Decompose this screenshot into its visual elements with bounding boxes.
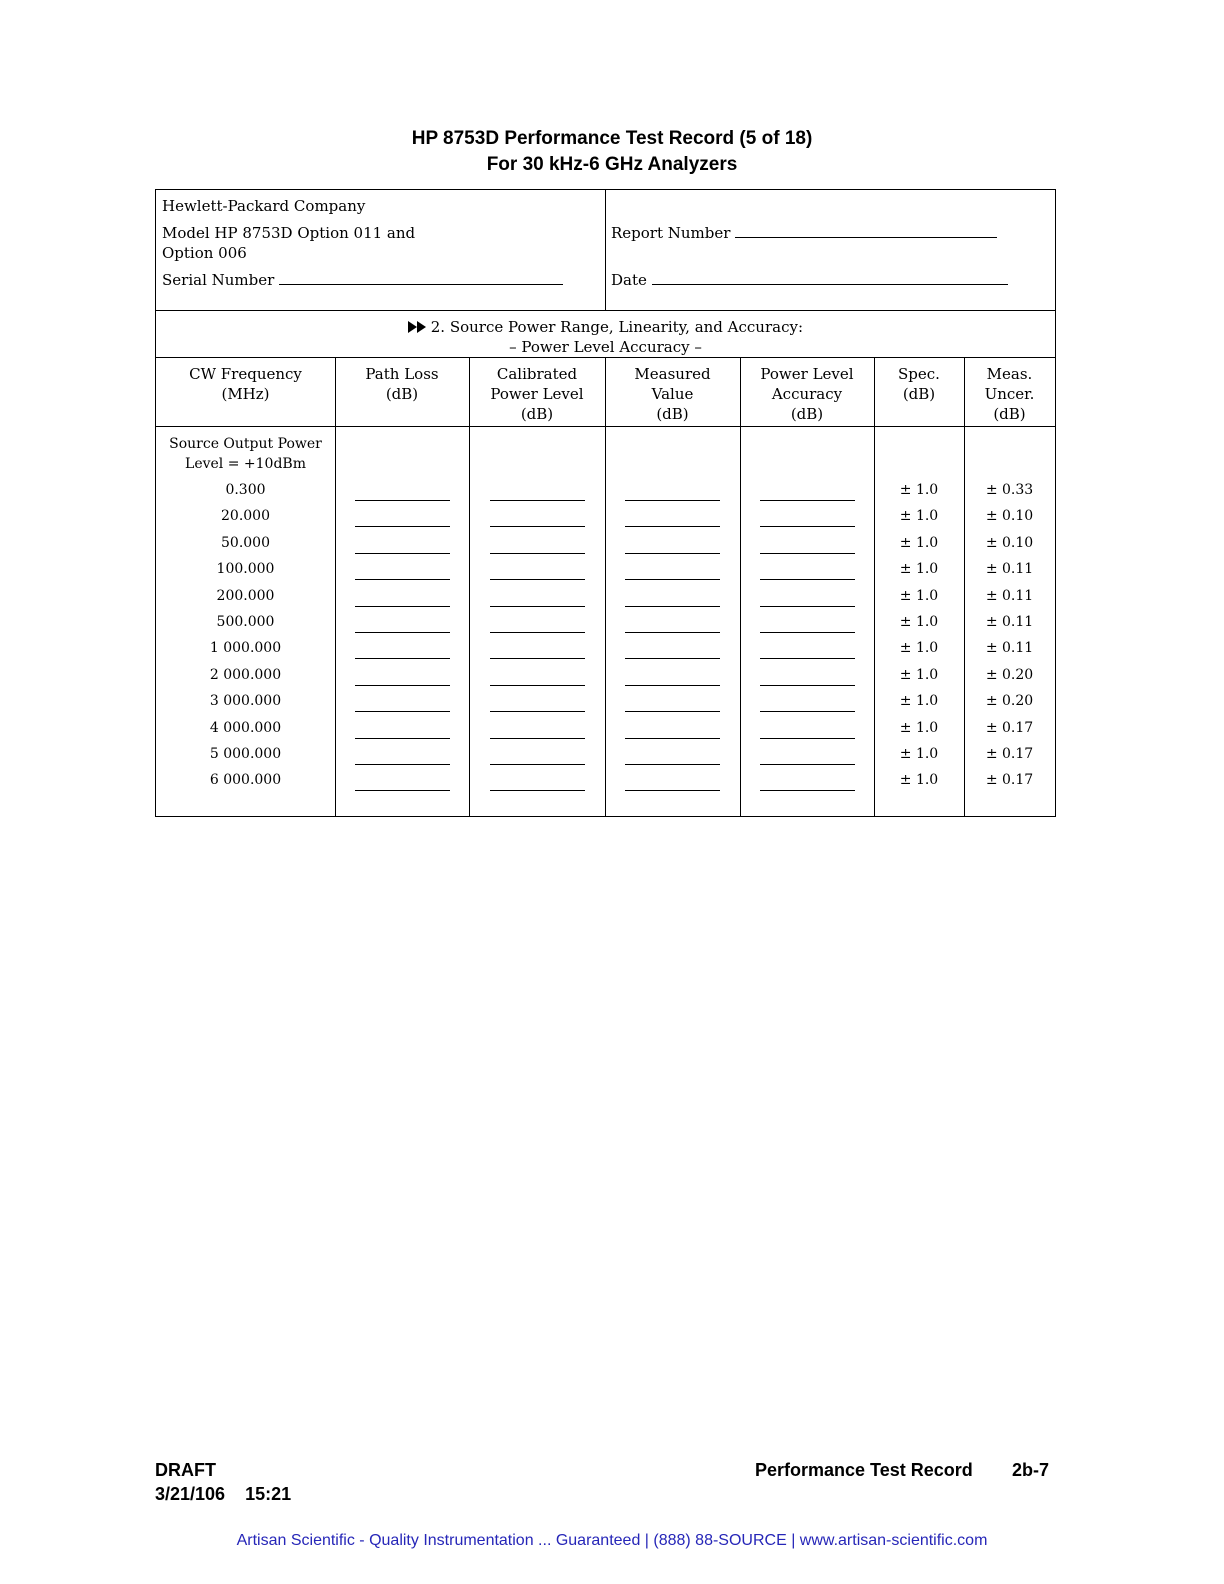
row-spec: ± 1.0 xyxy=(899,719,939,736)
serial-number-label: Serial Number xyxy=(162,271,275,289)
path-loss-blank[interactable] xyxy=(355,685,450,686)
path-loss-blank[interactable] xyxy=(355,553,450,554)
group-label: Source Output Power Level = +10dBm xyxy=(169,436,322,472)
path-loss-blank[interactable] xyxy=(355,500,450,501)
footer-datetime: 3/21/106 15:21 xyxy=(155,1484,292,1504)
row-spec: ± 1.0 xyxy=(899,746,939,762)
measured-value-blank[interactable] xyxy=(625,764,720,765)
document-title xyxy=(0,126,1224,178)
artisan-banner[interactable]: Artisan Scientific - Quality Instrumentation ... Guaranteed | (888) 88-SOURCE | www.artisan-scientific.com xyxy=(236,1532,988,1549)
footer-page-number: 2b-7 xyxy=(1012,1460,1050,1480)
col-header-measured-value: Measured Value (dB) xyxy=(634,365,711,423)
path-loss-blank[interactable] xyxy=(355,606,450,607)
row-uncertainty: ± 0.33 xyxy=(985,482,1034,498)
measured-value-blank[interactable] xyxy=(625,606,720,607)
calibrated-power-blank[interactable] xyxy=(490,658,585,659)
row-spec: ± 1.0 xyxy=(899,534,939,551)
row-spec: ± 1.0 xyxy=(899,772,939,789)
measured-value-blank[interactable] xyxy=(625,526,720,527)
row-uncertainty: ± 0.11 xyxy=(985,561,1034,578)
title-line-1: HP 8753D Performance Test Record (5 of 18) xyxy=(411,128,813,149)
path-loss-blank[interactable] xyxy=(355,526,450,527)
path-loss-blank[interactable] xyxy=(355,738,450,739)
header-bottom-rule xyxy=(156,310,1055,311)
footer-draft: DRAFT xyxy=(155,1460,216,1480)
section-title-line-1: 2. Source Power Range, Linearity, and Accuracy: xyxy=(156,317,1055,337)
serial-number-blank[interactable] xyxy=(279,284,563,285)
calibrated-power-blank[interactable] xyxy=(490,500,585,501)
report-number-blank[interactable] xyxy=(735,237,997,238)
power-accuracy-blank[interactable] xyxy=(760,606,855,607)
row-uncertainty: ± 0.17 xyxy=(985,719,1034,736)
row-frequency: 3 000.000 xyxy=(209,693,282,710)
row-spec: ± 1.0 xyxy=(899,693,939,710)
row-frequency: 50.000 xyxy=(221,534,270,551)
test-record-form xyxy=(155,189,1056,817)
calibrated-power-blank[interactable] xyxy=(490,579,585,580)
footer-section-title: Performance Test Record xyxy=(755,1460,973,1480)
row-uncertainty: ± 0.11 xyxy=(985,614,1034,630)
row-spec: ± 1.0 xyxy=(899,508,939,525)
col-header-path-loss: Path Loss (dB) xyxy=(365,365,439,403)
report-number-field[interactable] xyxy=(611,223,997,243)
section-title-line-2: – Power Level Accuracy – xyxy=(509,338,702,356)
row-spec: ± 1.0 xyxy=(899,666,939,683)
power-accuracy-blank[interactable] xyxy=(760,738,855,739)
calibrated-power-blank[interactable] xyxy=(490,606,585,607)
double-arrow-icon xyxy=(408,318,426,336)
row-spec: ± 1.0 xyxy=(899,482,939,498)
row-uncertainty: ± 0.11 xyxy=(985,640,1034,657)
row-frequency: 100.000 xyxy=(216,561,275,578)
serial-number-field[interactable] xyxy=(162,270,563,290)
power-accuracy-blank[interactable] xyxy=(760,526,855,527)
model-line-2: Option 006 xyxy=(162,244,247,262)
row-frequency: 2 000.000 xyxy=(209,666,282,683)
row-frequency: 6 000.000 xyxy=(209,772,282,789)
measured-value-blank[interactable] xyxy=(625,711,720,712)
row-frequency: 500.000 xyxy=(216,614,275,630)
row-spec: ± 1.0 xyxy=(899,587,939,604)
measured-value-blank[interactable] xyxy=(625,738,720,739)
company-name: Hewlett-Packard Company xyxy=(162,197,366,215)
calibrated-power-blank[interactable] xyxy=(490,632,585,633)
power-accuracy-blank[interactable] xyxy=(760,579,855,580)
col-header-power-level-accuracy: Power Level Accuracy (dB) xyxy=(760,365,854,423)
path-loss-blank[interactable] xyxy=(355,579,450,580)
path-loss-blank[interactable] xyxy=(355,632,450,633)
row-frequency: 4 000.000 xyxy=(209,719,282,736)
row-frequency: 20.000 xyxy=(221,508,270,525)
col-header-cw-frequency: CW Frequency (MHz) xyxy=(189,365,302,403)
row-spec: ± 1.0 xyxy=(899,614,939,630)
report-number-label: Report Number xyxy=(611,224,731,242)
header-divider xyxy=(605,190,606,310)
path-loss-blank[interactable] xyxy=(355,764,450,765)
power-accuracy-blank[interactable] xyxy=(760,632,855,633)
measured-value-blank[interactable] xyxy=(625,658,720,659)
power-accuracy-blank[interactable] xyxy=(760,711,855,712)
row-spec: ± 1.0 xyxy=(899,640,939,657)
calibrated-power-blank[interactable] xyxy=(490,764,585,765)
path-loss-blank[interactable] xyxy=(355,658,450,659)
row-frequency: 0.300 xyxy=(225,482,266,498)
calibrated-power-blank[interactable] xyxy=(490,738,585,739)
row-uncertainty: ± 0.17 xyxy=(985,772,1034,789)
row-uncertainty: ± 0.10 xyxy=(985,534,1034,551)
date-blank[interactable] xyxy=(652,284,1008,285)
col-header-spec: Spec. (dB) xyxy=(898,365,940,403)
row-uncertainty: ± 0.10 xyxy=(985,508,1034,525)
measured-value-blank[interactable] xyxy=(625,790,720,791)
power-accuracy-blank[interactable] xyxy=(760,658,855,659)
row-frequency: 200.000 xyxy=(216,587,275,604)
calibrated-power-blank[interactable] xyxy=(490,711,585,712)
calibrated-power-blank[interactable] xyxy=(490,526,585,527)
date-field[interactable] xyxy=(611,270,1008,290)
title-line-2: For 30 kHz-6 GHz Analyzers xyxy=(486,154,738,175)
row-spec: ± 1.0 xyxy=(899,561,939,578)
row-uncertainty: ± 0.20 xyxy=(985,666,1034,683)
power-accuracy-blank[interactable] xyxy=(760,500,855,501)
power-accuracy-blank[interactable] xyxy=(760,764,855,765)
measured-value-blank[interactable] xyxy=(625,553,720,554)
calibrated-power-blank[interactable] xyxy=(490,685,585,686)
path-loss-blank[interactable] xyxy=(355,711,450,712)
measured-value-blank[interactable] xyxy=(625,579,720,580)
row-uncertainty: ± 0.17 xyxy=(985,746,1034,762)
col-header-calibrated-power: Calibrated Power Level (dB) xyxy=(490,365,584,423)
col-header-meas-uncer: Meas. Uncer. (dB) xyxy=(984,365,1035,423)
calibrated-power-blank[interactable] xyxy=(490,790,585,791)
row-uncertainty: ± 0.20 xyxy=(985,693,1034,710)
date-label: Date xyxy=(611,271,647,289)
power-accuracy-blank[interactable] xyxy=(760,553,855,554)
model-line-1: Model HP 8753D Option 011 and xyxy=(162,224,416,242)
measured-value-blank[interactable] xyxy=(625,632,720,633)
measured-value-blank[interactable] xyxy=(625,500,720,501)
measured-value-blank[interactable] xyxy=(625,685,720,686)
column-header-rule xyxy=(156,426,1055,427)
row-frequency: 5 000.000 xyxy=(209,746,282,762)
calibrated-power-blank[interactable] xyxy=(490,553,585,554)
row-frequency: 1 000.000 xyxy=(209,640,282,657)
path-loss-blank[interactable] xyxy=(355,790,450,791)
power-accuracy-blank[interactable] xyxy=(760,685,855,686)
power-accuracy-blank[interactable] xyxy=(760,790,855,791)
row-uncertainty: ± 0.11 xyxy=(985,587,1034,604)
